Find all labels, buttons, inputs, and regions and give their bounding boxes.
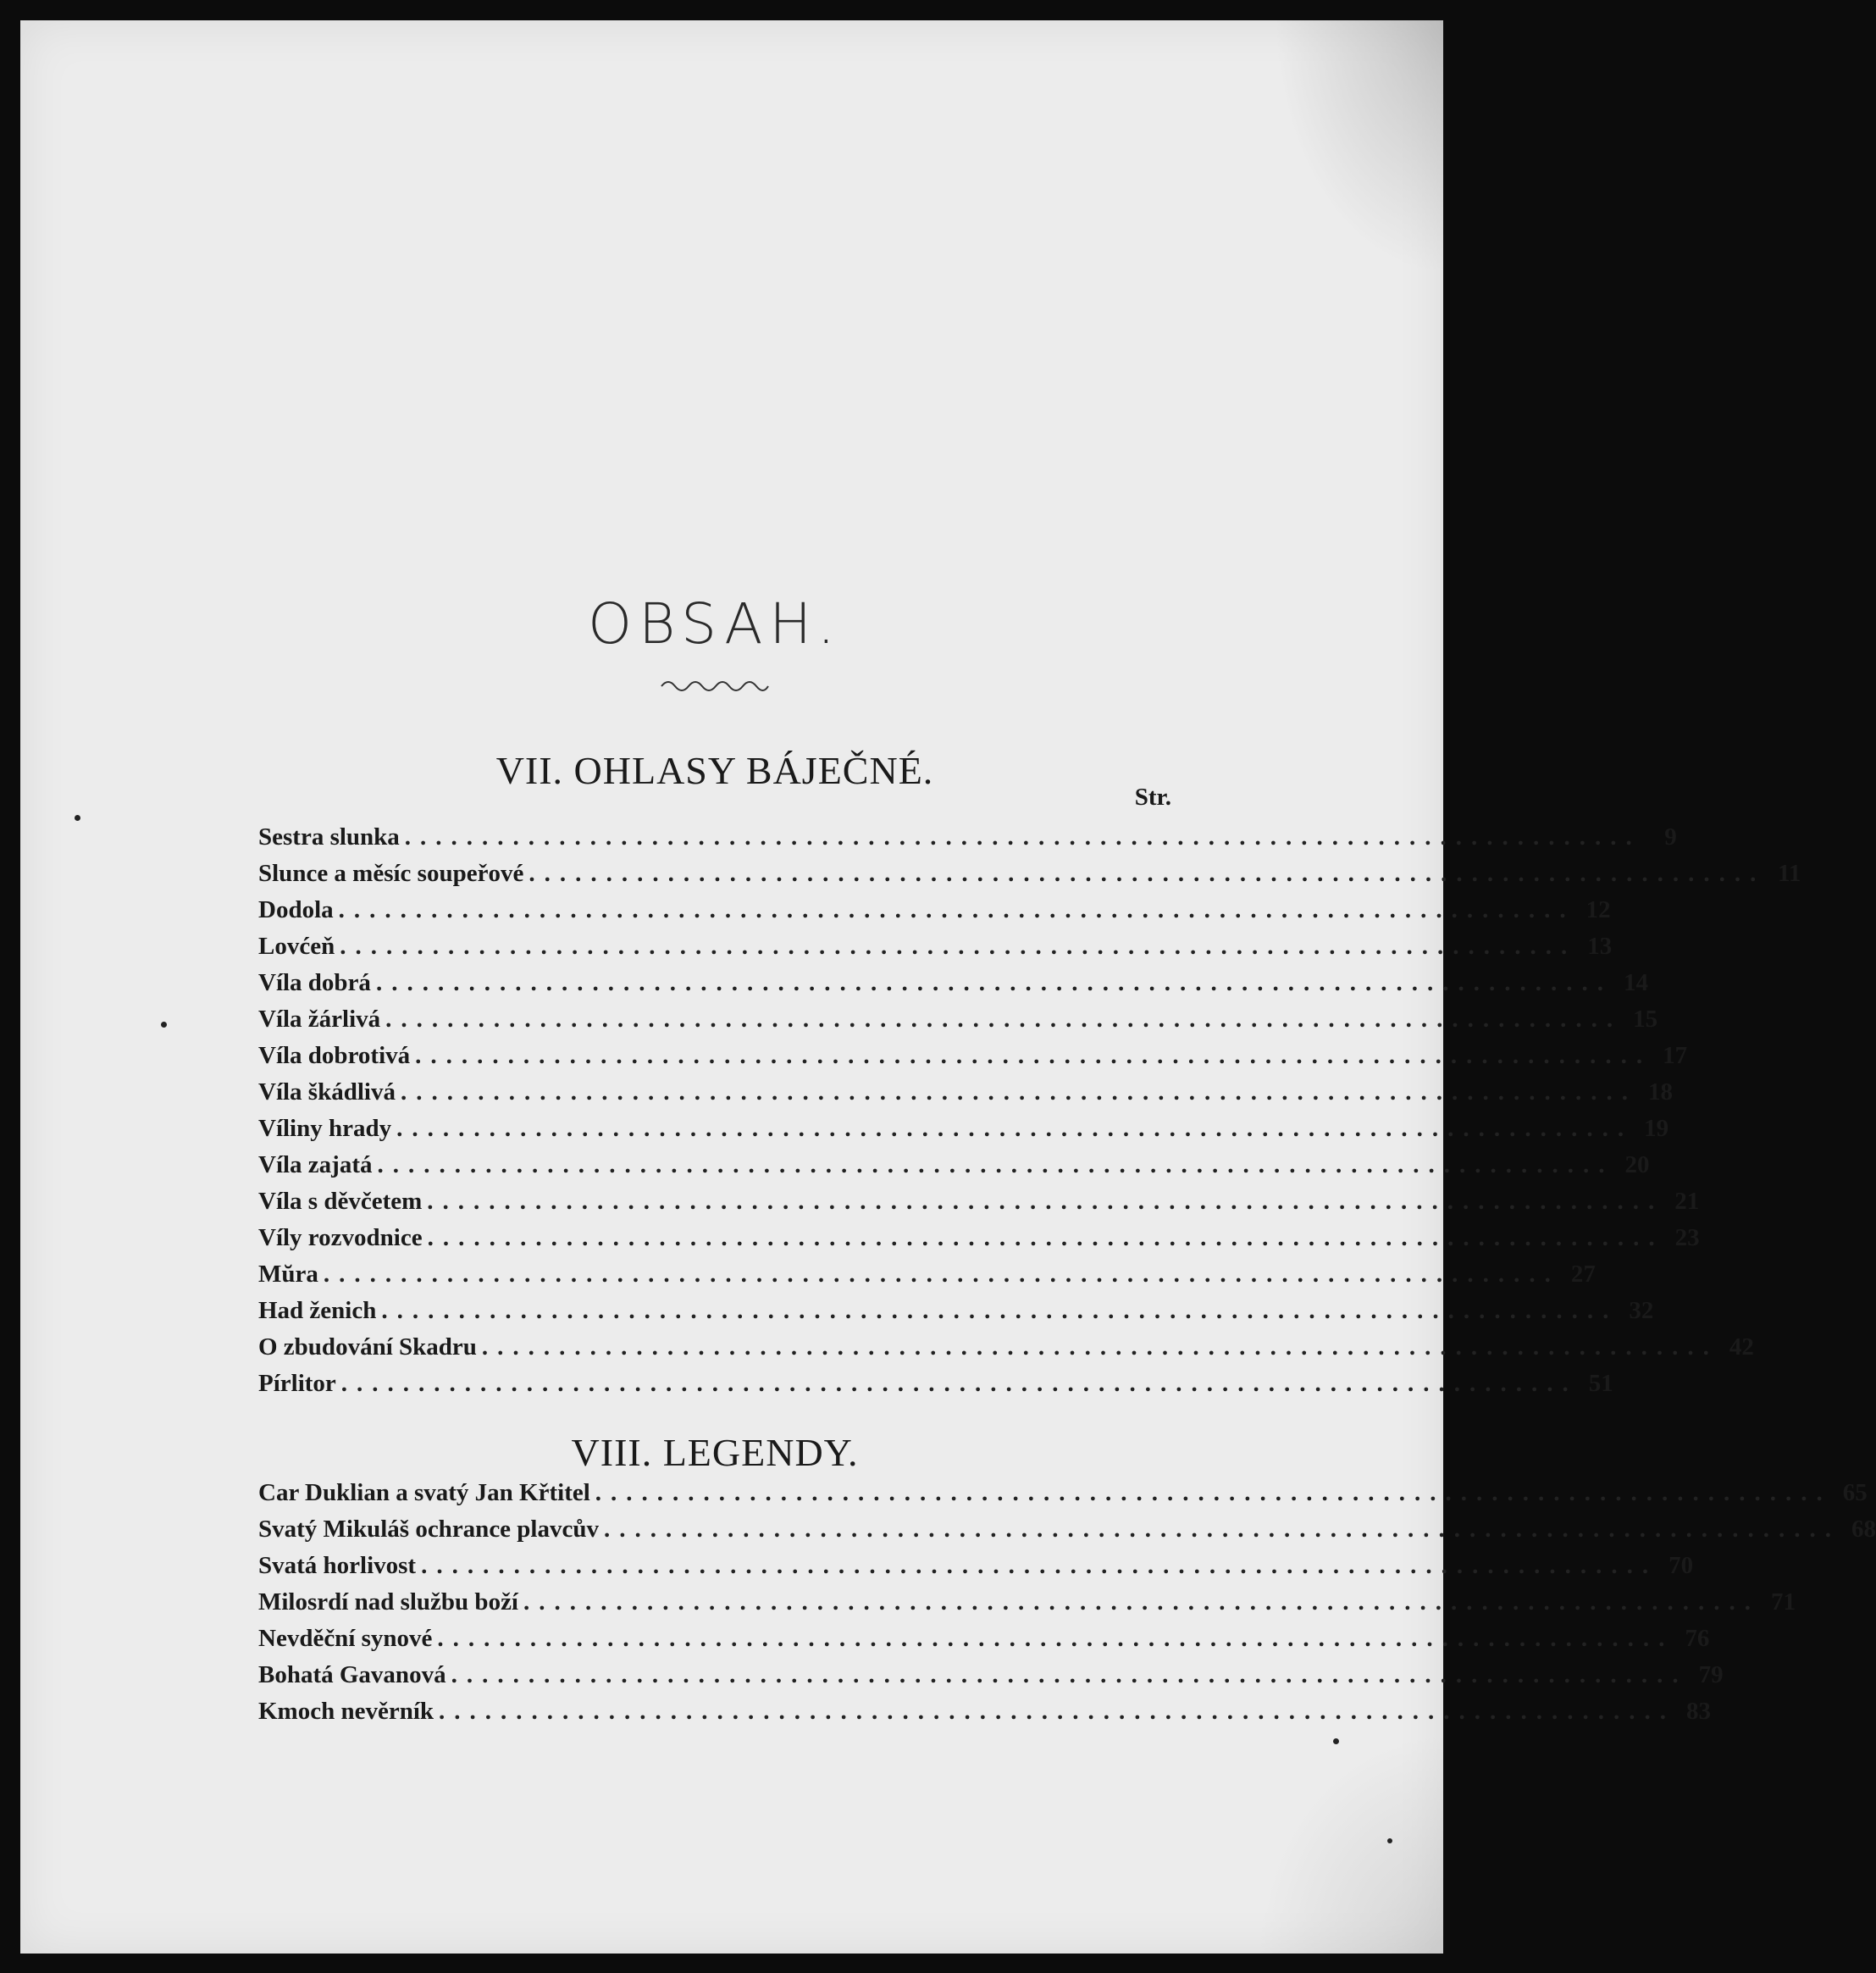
page-stain-top xyxy=(1274,20,1443,274)
toc-list xyxy=(258,823,1801,1406)
dot-leader: ................................................................................ xyxy=(381,1297,1619,1324)
toc-entry-title: Svatá horlivost xyxy=(258,1552,417,1579)
dot-leader: ................................................................................ xyxy=(439,1698,1676,1725)
toc-entry-title: Víly rozvodnice xyxy=(258,1224,423,1251)
toc-entry-title: Víla škádlivá xyxy=(258,1078,396,1106)
toc-entry-title: Víla dobrá xyxy=(258,969,371,996)
dot-leader: ................................................................................ xyxy=(340,933,1577,960)
toc-entry-page: 42 xyxy=(1729,1333,1754,1361)
toc-entry-page: 14 xyxy=(1623,969,1648,996)
toc-entry xyxy=(258,896,1611,933)
toc-entry xyxy=(258,1661,1724,1698)
toc-entry-title: Bohatá Gavanová xyxy=(258,1661,446,1688)
dot-leader: ................................................................................ xyxy=(377,1151,1614,1178)
toc-entry-page: 71 xyxy=(1771,1588,1796,1616)
toc-entry-title: Pírlitor xyxy=(258,1370,336,1397)
wavy-ornament-icon xyxy=(660,674,770,695)
toc-entry-page: 51 xyxy=(1588,1370,1613,1397)
toc-entry-page: 23 xyxy=(1674,1224,1700,1251)
ink-speck xyxy=(1333,1738,1339,1744)
toc-entry xyxy=(258,1698,1712,1734)
section-heading: VII. OHLASY BÁJEČNÉ. xyxy=(495,749,934,792)
toc-entry-title: Víla dobrotivá xyxy=(258,1042,411,1069)
toc-entry-title: Slunce a měsíc soupeřové xyxy=(258,860,524,887)
dot-leader: ................................................................................ xyxy=(421,1552,1658,1579)
toc-entry-page: 12 xyxy=(1585,896,1611,923)
dot-leader: ................................................................................ xyxy=(375,969,1613,996)
toc-entry-title: Sestra slunka xyxy=(258,823,400,851)
toc-entry-page: 27 xyxy=(1570,1261,1596,1288)
dot-leader: ................................................................................ xyxy=(340,1370,1578,1397)
toc-entry-title: Had ženich xyxy=(258,1297,377,1324)
toc-entry-page: 17 xyxy=(1663,1042,1688,1069)
toc-entry xyxy=(258,1297,1654,1333)
dot-leader: ................................................................................ xyxy=(404,823,1641,851)
toc-list xyxy=(258,1479,1876,1734)
toc-entry-title: Dodola xyxy=(258,896,334,923)
toc-entry-page: 83 xyxy=(1686,1698,1712,1725)
dot-leader: ................................................................................ xyxy=(338,896,1575,923)
ink-speck xyxy=(75,815,80,821)
toc-entry-page: 20 xyxy=(1624,1151,1650,1178)
toc-entry-page: 11 xyxy=(1777,860,1801,887)
toc-entry-title: Mŭra xyxy=(258,1261,318,1288)
toc-entry xyxy=(258,1151,1650,1188)
toc-entry-title: Víla žárlivá xyxy=(258,1006,381,1033)
toc-entry xyxy=(258,1370,1613,1406)
toc-entry xyxy=(258,1115,1669,1151)
ink-speck xyxy=(1387,1838,1392,1843)
page-column-label: Str. xyxy=(1134,784,1171,811)
toc-entry-page: 13 xyxy=(1587,933,1613,960)
toc-entry-page: 76 xyxy=(1685,1625,1710,1652)
toc-entry-title: Víla s děvčetem xyxy=(258,1188,423,1215)
dot-leader: ................................................................................ xyxy=(528,860,1766,887)
toc-entry xyxy=(258,1224,1700,1261)
dot-leader: ................................................................................ xyxy=(604,1516,1840,1543)
toc-entry xyxy=(258,1552,1694,1588)
toc-entry xyxy=(258,1516,1876,1552)
dot-leader: ................................................................................ xyxy=(427,1188,1664,1215)
toc-entry-page: 15 xyxy=(1633,1006,1658,1033)
dot-leader: ................................................................................ xyxy=(396,1115,1634,1142)
toc-entry-title: Kmoch nevěrník xyxy=(258,1698,434,1725)
toc-entry-title: Milosrdí nad službu boží xyxy=(258,1588,518,1616)
toc-entry-page: 65 xyxy=(1842,1479,1868,1506)
dot-leader: ................................................................................ xyxy=(400,1078,1637,1106)
dot-leader: ................................................................................ xyxy=(595,1479,1832,1506)
page-title: OBSAH. xyxy=(588,591,842,657)
toc-entry xyxy=(258,1078,1673,1115)
section-heading: VIII. LEGENDY. xyxy=(571,1431,859,1474)
toc-entry-page: 19 xyxy=(1644,1115,1669,1142)
dot-leader: ................................................................................ xyxy=(481,1333,1718,1361)
toc-entry-page: 68 xyxy=(1851,1516,1876,1543)
toc-entry xyxy=(258,1333,1754,1370)
toc-entry-title: O zbudování Skadru xyxy=(258,1333,477,1361)
toc-entry-page: 32 xyxy=(1629,1297,1654,1324)
toc-entry-title: Víla zajatá xyxy=(258,1151,373,1178)
toc-entry-title: Nevděční synové xyxy=(258,1625,433,1652)
toc-entry xyxy=(258,1042,1688,1078)
toc-entry xyxy=(258,1479,1868,1516)
toc-entry xyxy=(258,1625,1710,1661)
toc-entry xyxy=(258,823,1677,860)
dot-leader: ................................................................................ xyxy=(427,1224,1664,1251)
dot-leader: ................................................................................ xyxy=(385,1006,1623,1033)
toc-entry-title: Car Duklian a svatý Jan Křtitel xyxy=(258,1479,590,1506)
toc-entry-page: 21 xyxy=(1674,1188,1700,1215)
dot-leader: ................................................................................ xyxy=(323,1261,1560,1288)
dot-leader: ................................................................................ xyxy=(523,1588,1760,1616)
toc-entry-title: Svatý Mikuláš ochrance plavcův xyxy=(258,1516,599,1543)
dot-leader: ................................................................................ xyxy=(437,1625,1674,1652)
toc-heading-block xyxy=(258,591,1171,695)
toc-entry xyxy=(258,860,1801,896)
toc-entry xyxy=(258,933,1613,969)
ink-speck xyxy=(161,1022,167,1028)
toc-entry-page: 9 xyxy=(1664,823,1677,851)
toc-entry-title: Lovćeň xyxy=(258,933,335,960)
toc-entry xyxy=(258,1588,1796,1625)
book-page xyxy=(20,20,1876,1954)
dot-leader: ................................................................................ xyxy=(415,1042,1652,1069)
toc-entry-page: 70 xyxy=(1668,1552,1694,1579)
toc-entry-page: 79 xyxy=(1698,1661,1724,1688)
toc-entry xyxy=(258,1261,1596,1297)
toc-entry xyxy=(258,1006,1658,1042)
page-stain-bottom xyxy=(1257,1733,1443,1954)
dot-leader: ................................................................................ xyxy=(451,1661,1688,1688)
toc-entry xyxy=(258,1188,1700,1224)
toc-entry-title: Víliny hrady xyxy=(258,1115,392,1142)
toc-entry xyxy=(258,969,1648,1006)
toc-entry-page: 18 xyxy=(1647,1078,1673,1106)
